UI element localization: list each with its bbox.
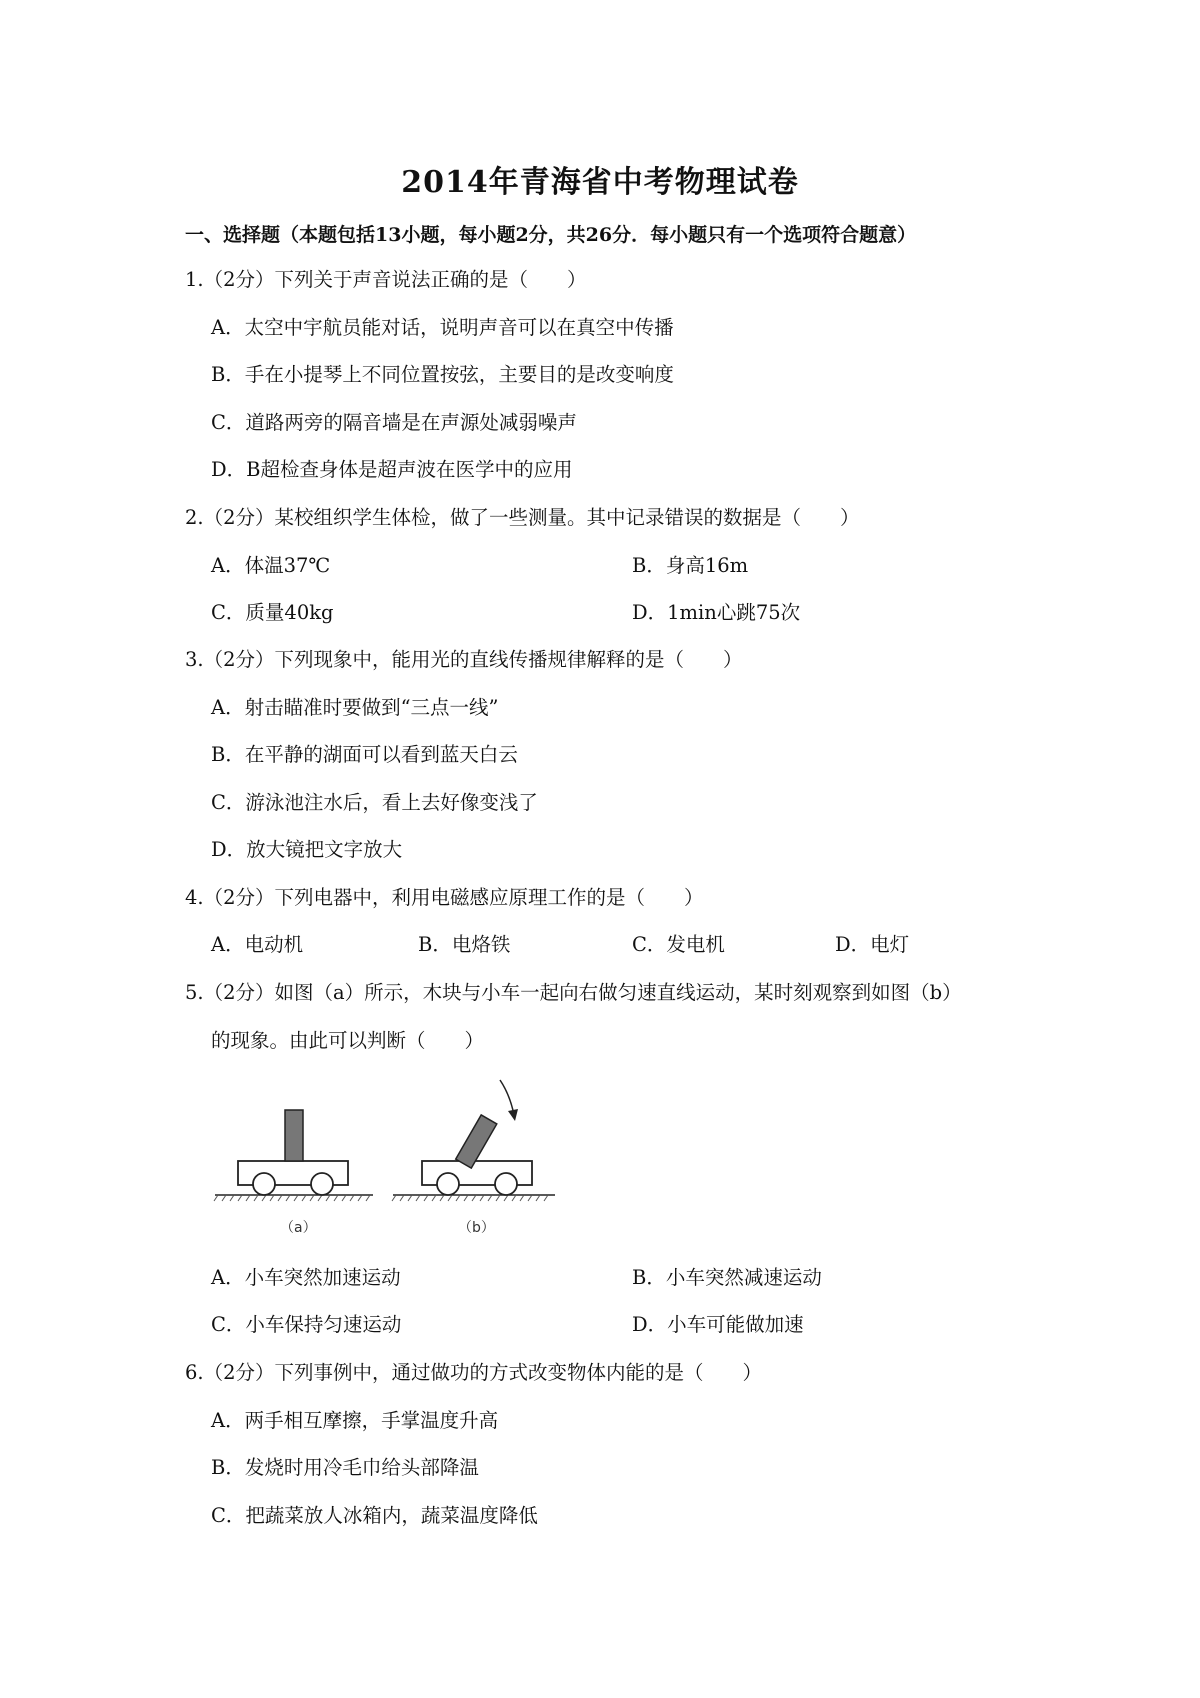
question-1-option-c: C．道路两旁的隔音墙是在声源处减弱噪声 bbox=[211, 411, 577, 434]
question-6-option-c: C．把蔬菜放人冰箱内，蔬菜温度降低 bbox=[211, 1504, 538, 1527]
question-4-option-b: B．电烙铁 bbox=[418, 933, 511, 956]
question-4-option-a: A．电动机 bbox=[211, 933, 304, 956]
question-4-option-c: C．发电机 bbox=[632, 933, 725, 956]
question-3-option-d: D．放大镜把文字放大 bbox=[211, 838, 403, 861]
figure-label-a: （a） bbox=[280, 1220, 317, 1236]
question-5-option-c: C．小车保持匀速运动 bbox=[211, 1313, 402, 1336]
wood-block-a bbox=[285, 1110, 303, 1161]
question-5-option-b: B．小车突然减速运动 bbox=[632, 1266, 822, 1289]
page-title: 2014年青海省中考物理试卷 bbox=[401, 165, 799, 200]
question-1-option-d: D．B超检查身体是超声波在医学中的应用 bbox=[211, 458, 573, 481]
cart-a bbox=[214, 1110, 373, 1236]
question-4-option-d: D．电灯 bbox=[835, 933, 910, 956]
question-1-option-b: B．手在小提琴上不同位置按弦，主要目的是改变响度 bbox=[211, 363, 674, 386]
question-6-option-a: A．两手相互摩擦，手掌温度升高 bbox=[211, 1409, 499, 1432]
question-6-option-b: B．发烧时用冷毛巾给头部降温 bbox=[211, 1456, 479, 1479]
section-heading: 一、选择题（本题包括13小题，每小题2分，共26分．每小题只有一个选项符合题意） bbox=[185, 224, 917, 246]
question-2-option-a: A．体温37℃ bbox=[211, 554, 331, 577]
cart-b bbox=[392, 1080, 555, 1236]
question-3-stem: 3.（2分）下列现象中，能用光的直线传播规律解释的是（ ） bbox=[185, 648, 743, 671]
question-5-option-d: D．小车可能做加速 bbox=[632, 1313, 804, 1336]
question-2-stem: 2.（2分）某校组织学生体检，做了一些测量。其中记录错误的数据是（ ） bbox=[185, 506, 860, 529]
question-2-option-b: B．身高16m bbox=[632, 554, 749, 577]
question-3-option-a: A．射击瞄准时要做到“三点一线” bbox=[211, 696, 499, 719]
question-4-stem: 4.（2分）下列电器中，利用电磁感应原理工作的是（ ） bbox=[185, 886, 704, 909]
question-1-stem: 1.（2分）下列关于声音说法正确的是（ ） bbox=[185, 268, 587, 291]
figure-label-b: （b） bbox=[458, 1220, 495, 1236]
question-3-option-b: B．在平静的湖面可以看到蓝天白云 bbox=[211, 743, 518, 766]
question-1-option-a: A．太空中宇航员能对话，说明声音可以在真空中传播 bbox=[211, 316, 674, 339]
cart-diagram bbox=[210, 1075, 580, 1245]
question-5-stem: 5.（2分）如图（a）所示，木块与小车一起向右做匀速直线运动，某时刻观察到如图（b） bbox=[185, 981, 962, 1004]
question-3-option-c: C．游泳池注水后，看上去好像变浅了 bbox=[211, 791, 538, 814]
question-5-stem-continued: 的现象。由此可以判断（ ） bbox=[211, 1029, 485, 1052]
question-2-option-d: D．1min心跳75次 bbox=[632, 601, 801, 624]
question-6-stem: 6.（2分）下列事例中，通过做功的方式改变物体内能的是（ ） bbox=[185, 1361, 763, 1384]
motion-arrow-icon bbox=[500, 1080, 514, 1115]
question-2-option-c: C．质量40kg bbox=[211, 601, 334, 624]
question-5-option-a: A．小车突然加速运动 bbox=[211, 1266, 401, 1289]
cart-figure bbox=[210, 1075, 580, 1245]
